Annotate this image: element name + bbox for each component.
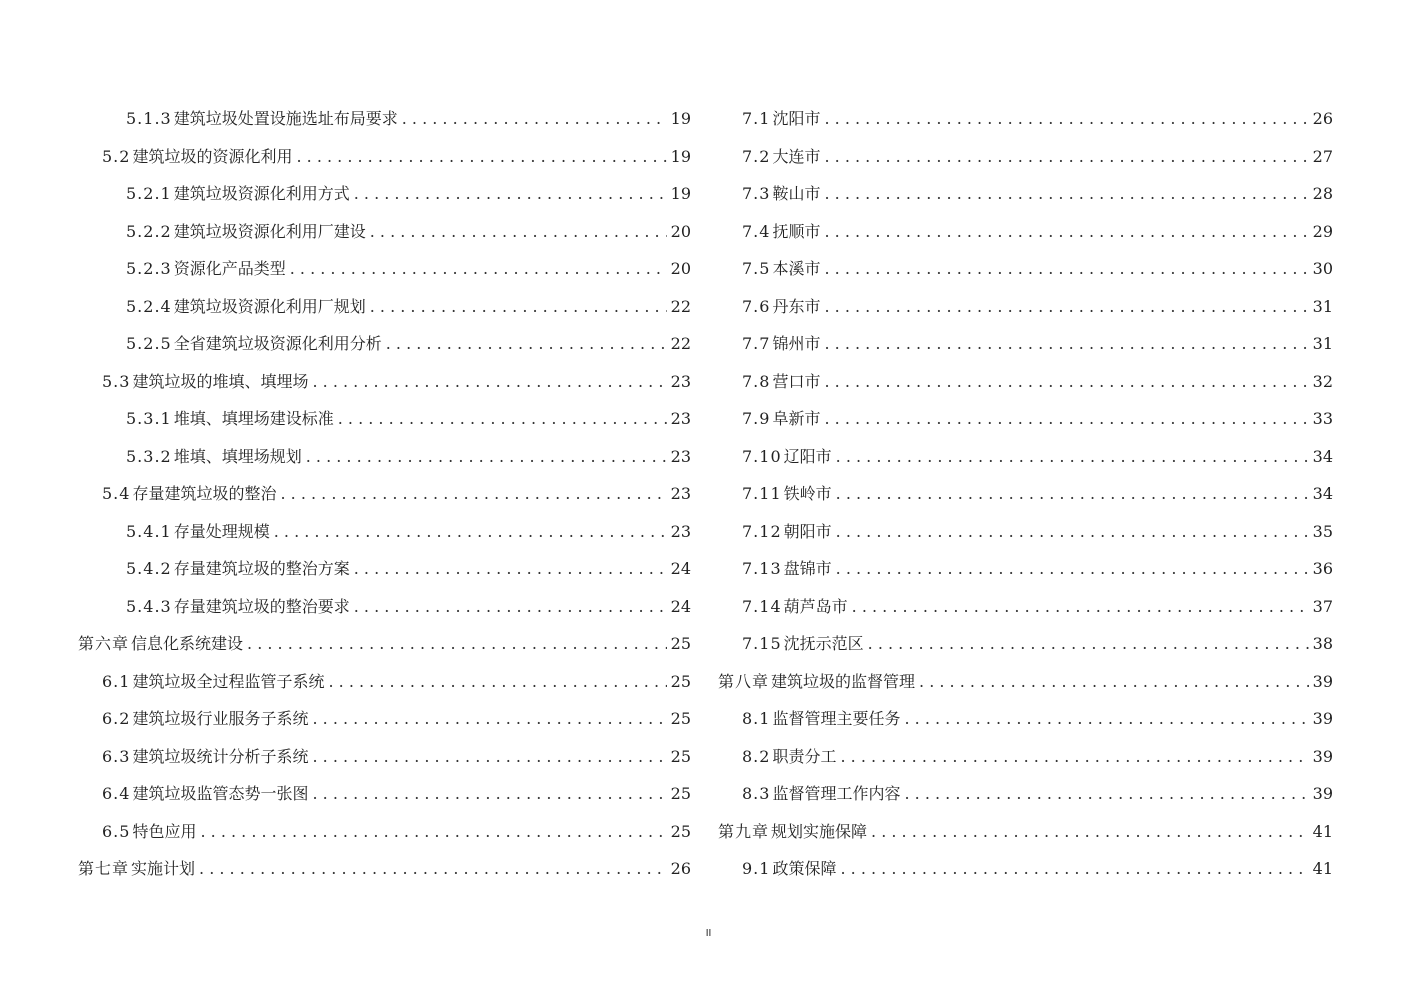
toc-dot-leader: [306, 438, 667, 476]
toc-entry-page: 39: [1312, 671, 1333, 691]
toc-entry-number: 7.15: [742, 634, 782, 653]
toc-dot-leader: [312, 363, 666, 401]
toc-entry-title: 堆填、填埋场规划: [173, 446, 302, 466]
toc-entry-page: 34: [1312, 484, 1333, 503]
toc-dot-leader: [274, 513, 667, 551]
toc-entry-page: 33: [1312, 409, 1333, 428]
toc-entry-number: 7.7: [742, 334, 771, 353]
toc-entry-page: 34: [1312, 446, 1333, 466]
toc-entry[interactable]: [718, 175, 1333, 213]
toc-entry-title: 大连市: [772, 146, 821, 166]
toc-entry-title: 规划实施保障: [771, 821, 868, 841]
toc-entry-title: 铁岭市: [783, 484, 832, 503]
toc-entry-page: 19: [670, 184, 691, 203]
toc-entry[interactable]: [718, 813, 1333, 851]
toc-entry-title: 鞍山市: [772, 184, 821, 203]
toc-entry-page: 24: [670, 596, 691, 616]
toc-entry-title: 本溪市: [772, 259, 821, 278]
toc-entry-title: 特色应用: [132, 821, 197, 841]
toc-entry[interactable]: [78, 513, 691, 551]
toc-entry-page: 31: [1312, 296, 1333, 316]
toc-entry-title: 辽阳市: [783, 446, 832, 466]
page-number: II: [705, 928, 712, 939]
toc-entry-title: 监督管理工作内容: [772, 784, 901, 803]
toc-entry-number: 5.2: [102, 146, 131, 166]
toc-entry[interactable]: [78, 588, 691, 626]
toc-entry-page: 20: [670, 259, 691, 278]
toc-entry-page: 23: [670, 484, 691, 503]
toc-dot-leader: [370, 288, 667, 326]
toc-entry-number: 5.2.1: [126, 184, 172, 203]
toc-entry[interactable]: [718, 138, 1333, 176]
toc-dot-leader: [904, 775, 1308, 813]
toc-entry[interactable]: [78, 663, 691, 701]
toc-entry-page: 26: [670, 859, 691, 878]
toc-entry-page: 23: [670, 371, 691, 391]
toc-entry-title: 锦州市: [772, 334, 821, 353]
toc-entry-title: 朝阳市: [783, 521, 832, 541]
toc-entry-page: 30: [1312, 259, 1333, 278]
toc-dot-leader: [290, 250, 667, 288]
toc-entry-title: 政策保障: [772, 859, 837, 878]
toc-entry-number: 5.2.2: [126, 221, 172, 241]
toc-entry-number: 5.4.3: [126, 596, 172, 616]
toc-entry-number: 7.12: [742, 521, 782, 541]
toc-entry-number: 5.2.5: [126, 334, 172, 353]
toc-entry-title: 全省建筑垃圾资源化利用分析: [173, 334, 382, 353]
toc-dot-leader: [296, 138, 666, 176]
toc-dot-leader: [836, 513, 1309, 551]
toc-dot-leader: [200, 813, 666, 851]
toc-entry-page: 41: [1312, 859, 1333, 878]
toc-entry[interactable]: [78, 775, 691, 813]
toc-entry-number: 7.14: [742, 596, 782, 616]
toc-entry-title: 建筑垃圾的资源化利用: [132, 146, 293, 166]
toc-entry-page: 19: [670, 146, 691, 166]
toc-entry-page: 25: [670, 784, 691, 803]
toc-entry[interactable]: [718, 550, 1333, 588]
toc-entry-number: 5.3: [102, 371, 131, 391]
toc-entry-page: 25: [670, 821, 691, 841]
toc-entry-number: 6.3: [102, 746, 131, 766]
toc-entry-number: 6.2: [102, 709, 131, 728]
toc-entry[interactable]: [718, 438, 1333, 476]
toc-entry-number: 5.2.4: [126, 296, 172, 316]
toc-entry-page: 25: [670, 634, 691, 653]
toc-entry-title: 职责分工: [772, 746, 837, 766]
toc-entry-page: 32: [1312, 371, 1333, 391]
toc-entry-title: 建筑垃圾的监督管理: [771, 671, 916, 691]
toc-entry[interactable]: [718, 850, 1333, 888]
toc-entry[interactable]: [78, 738, 691, 776]
toc-entry-title: 抚顺市: [772, 221, 821, 241]
toc-entry-title: 堆填、填埋场建设标准: [173, 409, 334, 428]
toc-entry[interactable]: [78, 325, 691, 363]
toc-entry-title: 建筑垃圾全过程监管子系统: [132, 671, 325, 691]
toc-dot-leader: [904, 700, 1308, 738]
toc-column-right: [718, 100, 1333, 888]
toc-entry-title: 葫芦岛市: [783, 596, 848, 616]
toc-entry-page: 29: [1312, 221, 1333, 241]
toc-entry-number: 5.4: [102, 484, 131, 503]
toc-entry-page: 36: [1312, 559, 1333, 578]
toc-entry[interactable]: [78, 438, 691, 476]
toc-entry-number: 9.1: [742, 859, 771, 878]
toc-entry[interactable]: [718, 625, 1333, 663]
toc-entry-title: 存量处理规模: [173, 521, 270, 541]
toc-entry-page: 41: [1312, 821, 1333, 841]
toc-entry-page: 28: [1312, 184, 1333, 203]
toc-dot-leader: [836, 438, 1309, 476]
toc-entry-number: 第六章: [78, 634, 130, 653]
toc-entry-title: 阜新市: [772, 409, 821, 428]
toc-dot-leader: [824, 213, 1308, 251]
toc-entry[interactable]: [78, 700, 691, 738]
toc-entry-title: 资源化产品类型: [173, 259, 286, 278]
toc-entry-page: 25: [670, 709, 691, 728]
toc-entry[interactable]: [718, 400, 1333, 438]
toc-entry[interactable]: [78, 138, 691, 176]
toc-entry-page: 39: [1312, 784, 1333, 803]
toc-dot-leader: [354, 175, 667, 213]
toc-entry-page: 39: [1312, 746, 1333, 766]
toc-entry-number: 7.11: [742, 484, 782, 503]
toc-entry-page: 31: [1312, 334, 1333, 353]
toc-dot-leader: [852, 588, 1309, 626]
toc-entry[interactable]: [718, 775, 1333, 813]
toc-entry[interactable]: [718, 213, 1333, 251]
toc-entry-page: 38: [1312, 634, 1333, 653]
toc-entry-number: 7.4: [742, 221, 771, 241]
toc-dot-leader: [312, 700, 666, 738]
toc-entry-page: 35: [1312, 521, 1333, 541]
toc-entry[interactable]: [78, 813, 691, 851]
toc-entry[interactable]: [78, 175, 691, 213]
toc-entry-title: 建筑垃圾的堆填、填埋场: [132, 371, 309, 391]
toc-entry[interactable]: [78, 363, 691, 401]
toc-entry-number: 7.2: [742, 146, 771, 166]
toc-entry-title: 监督管理主要任务: [772, 709, 901, 728]
toc-entry-page: 39: [1312, 709, 1333, 728]
toc-entry-number: 7.8: [742, 371, 771, 391]
toc-entry-page: 26: [1312, 109, 1333, 128]
toc-dot-leader: [280, 475, 666, 513]
toc-dot-leader: [338, 400, 667, 438]
toc-entry-title: 沈阳市: [772, 109, 821, 128]
toc-entry-number: 7.9: [742, 409, 771, 428]
toc-dot-leader: [199, 850, 667, 888]
toc-entry-title: 沈抚示范区: [783, 634, 864, 653]
toc-entry[interactable]: [718, 475, 1333, 513]
toc-dot-leader: [824, 138, 1308, 176]
toc-entry-page: 27: [1312, 146, 1333, 166]
toc-entry[interactable]: [78, 100, 691, 138]
toc-entry[interactable]: [78, 250, 691, 288]
toc-entry-title: 建筑垃圾资源化利用厂建设: [173, 221, 366, 241]
toc-entry-page: 20: [670, 221, 691, 241]
toc-entry[interactable]: [718, 363, 1333, 401]
toc-entry[interactable]: [78, 850, 691, 888]
toc-entry-title: 建筑垃圾监管态势一张图: [132, 784, 309, 803]
toc-entry-page: 25: [670, 746, 691, 766]
toc-entry-number: 6.4: [102, 784, 131, 803]
toc-entry[interactable]: [78, 400, 691, 438]
toc-entry[interactable]: [718, 513, 1333, 551]
toc-entry[interactable]: [718, 325, 1333, 363]
toc-dot-leader: [354, 588, 667, 626]
toc-dot-leader: [824, 325, 1308, 363]
toc-entry-title: 存量建筑垃圾的整治要求: [173, 596, 350, 616]
toc-dot-leader: [871, 813, 1309, 851]
toc-entry-title: 建筑垃圾资源化利用厂规划: [173, 296, 366, 316]
toc-entry-number: 8.2: [742, 746, 771, 766]
toc-entry-number: 7.6: [742, 296, 771, 316]
toc-entry-number: 6.1: [102, 671, 131, 691]
toc-entry[interactable]: [718, 700, 1333, 738]
toc-entry-number: 8.3: [742, 784, 771, 803]
toc-dot-leader: [824, 250, 1308, 288]
toc-dot-leader: [328, 663, 666, 701]
toc-entry[interactable]: [718, 663, 1333, 701]
toc-entry-title: 实施计划: [131, 859, 196, 878]
toc-entry-page: 24: [670, 559, 691, 578]
toc-dot-leader: [312, 775, 666, 813]
toc-dot-leader: [247, 625, 667, 663]
toc-dot-leader: [402, 100, 667, 138]
toc-entry[interactable]: [718, 738, 1333, 776]
toc-entry-number: 5.3.2: [126, 446, 172, 466]
toc-entry-number: 7.3: [742, 184, 771, 203]
toc-dot-leader: [919, 663, 1309, 701]
toc-entry-number: 7.5: [742, 259, 771, 278]
toc-entry-title: 丹东市: [772, 296, 821, 316]
toc-column-left: [78, 100, 691, 888]
toc-dot-leader: [868, 625, 1309, 663]
toc-entry-title: 建筑垃圾资源化利用方式: [173, 184, 350, 203]
toc-entry[interactable]: [718, 250, 1333, 288]
toc-dot-leader: [824, 175, 1308, 213]
toc-entry-page: 37: [1312, 596, 1333, 616]
toc-entry-number: 7.10: [742, 446, 782, 466]
toc-entry[interactable]: [78, 625, 691, 663]
toc-dot-leader: [824, 363, 1308, 401]
toc-dot-leader: [386, 325, 667, 363]
toc-dot-leader: [370, 213, 667, 251]
toc-dot-leader: [824, 288, 1308, 326]
toc-dot-leader: [836, 475, 1309, 513]
toc-dot-leader: [840, 850, 1308, 888]
toc-entry[interactable]: [78, 213, 691, 251]
toc-entry-page: 23: [670, 409, 691, 428]
toc-entry-page: 23: [670, 446, 691, 466]
toc-entry-page: 25: [670, 671, 691, 691]
toc-entry-number: 5.4.2: [126, 559, 172, 578]
toc-entry-number: 第九章: [718, 821, 770, 841]
toc-entry-title: 建筑垃圾处置设施选址布局要求: [173, 109, 398, 128]
toc-entry-number: 5.1.3: [126, 109, 172, 128]
toc-dot-leader: [824, 400, 1308, 438]
toc-entry-number: 7.13: [742, 559, 782, 578]
toc-dot-leader: [824, 100, 1308, 138]
toc-entry-title: 营口市: [772, 371, 821, 391]
toc-entry-number: 5.4.1: [126, 521, 172, 541]
toc-entry[interactable]: [718, 288, 1333, 326]
toc-entry-number: 第七章: [78, 859, 130, 878]
toc-entry-number: 第八章: [718, 671, 770, 691]
toc-entry[interactable]: [718, 588, 1333, 626]
toc-entry-number: 6.5: [102, 821, 131, 841]
toc-entry-title: 盘锦市: [783, 559, 832, 578]
toc-entry-number: 8.1: [742, 709, 771, 728]
toc-entry[interactable]: [718, 100, 1333, 138]
toc-dot-leader: [836, 550, 1309, 588]
toc-entry-page: 22: [670, 296, 691, 316]
toc-dot-leader: [840, 738, 1308, 776]
toc-entry-number: 7.1: [742, 109, 771, 128]
toc-dot-leader: [354, 550, 667, 588]
toc-entry-number: 5.3.1: [126, 409, 172, 428]
toc-entry-page: 23: [670, 521, 691, 541]
toc-entry-page: 22: [670, 334, 691, 353]
toc-entry[interactable]: [78, 550, 691, 588]
toc-entry-title: 存量建筑垃圾的整治: [132, 484, 277, 503]
toc-entry-title: 信息化系统建设: [131, 634, 244, 653]
toc-dot-leader: [312, 738, 666, 776]
toc-entry-title: 建筑垃圾统计分析子系统: [132, 746, 309, 766]
toc-entry-title: 存量建筑垃圾的整治方案: [173, 559, 350, 578]
toc-entry-title: 建筑垃圾行业服务子系统: [132, 709, 309, 728]
toc-entry[interactable]: [78, 475, 691, 513]
toc-entry-page: 19: [670, 109, 691, 128]
toc-entry-number: 5.2.3: [126, 259, 172, 278]
toc-entry[interactable]: [78, 288, 691, 326]
